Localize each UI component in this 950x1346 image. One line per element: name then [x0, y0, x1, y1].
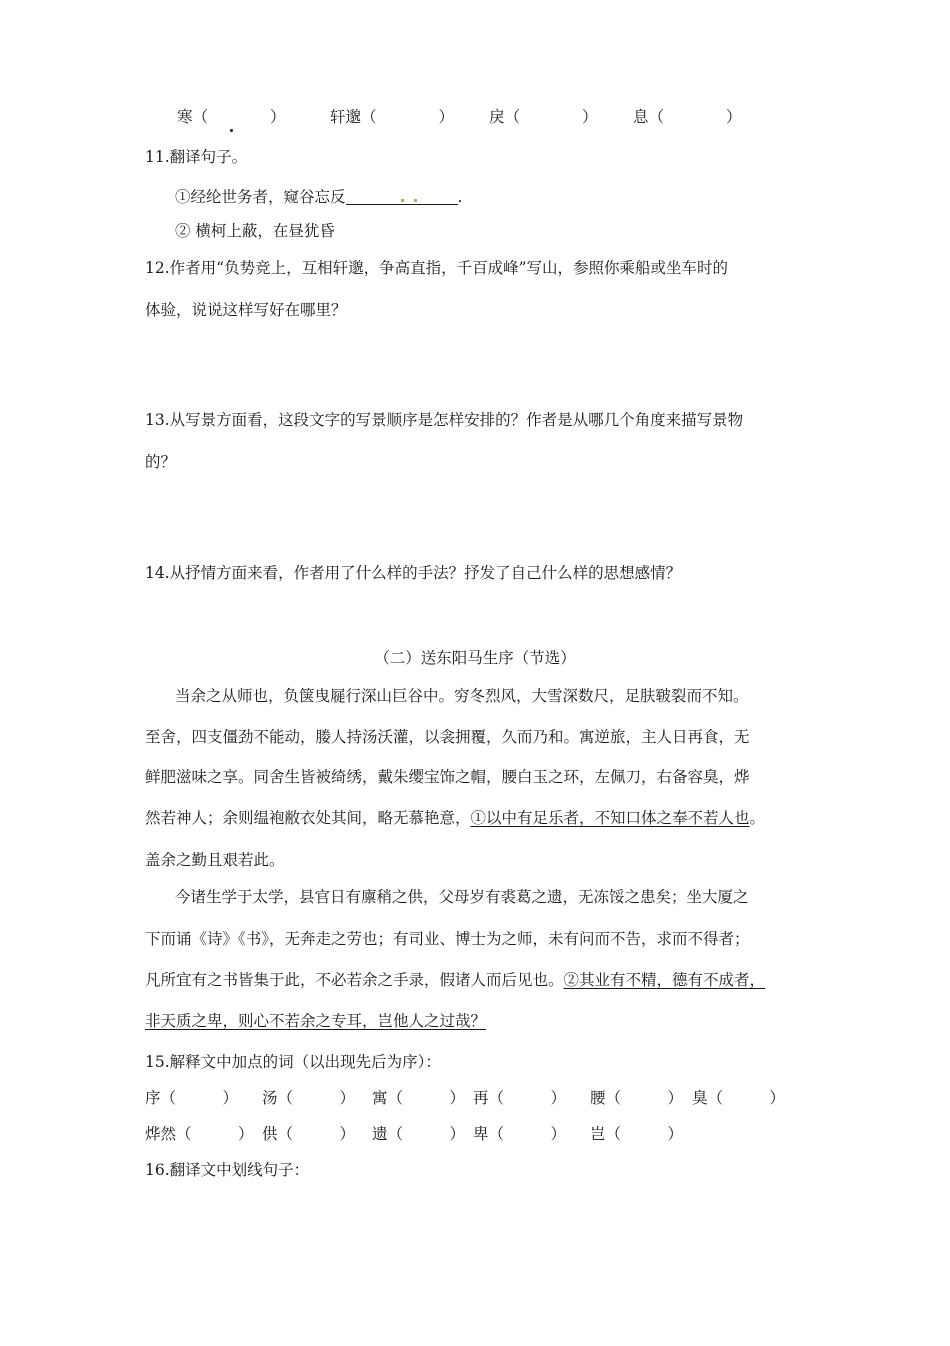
- q16-question: 16.翻译文中划线句子：: [145, 1161, 310, 1179]
- q11-sentence-1-text: ①经纶世务者，窥谷忘反: [175, 188, 346, 206]
- q10-item-3: 戾（ ）: [489, 108, 598, 126]
- q15-title: 15.解释文中加点的词（以出现先后为序）：: [145, 1053, 441, 1071]
- q15-r2-item-4: 卑（ ）: [473, 1125, 567, 1143]
- q11-sentence-1-end: .: [457, 188, 463, 206]
- q10-item-2: 轩邈（ ）: [330, 108, 455, 126]
- passage-p2-line-1: 今诸生学于太学，县官日有廪稍之供，父母岁有裘葛之遗，无冻馁之患矣；坐大厦之: [175, 888, 749, 906]
- q11-sentence-2: ② 横柯上蔽，在昼犹昏: [175, 222, 335, 240]
- q15-r1-item-2: 汤（ ）: [262, 1089, 356, 1107]
- q10-item-4: 息（ ）: [633, 108, 742, 126]
- q11-answer-blank[interactable]: [346, 188, 458, 205]
- underlined-sentence-2b: 非天质之卑，则心不若余之专耳，岂他人之过哉？: [145, 1012, 487, 1030]
- q13-line-1: 13.从写景方面看，这段文字的写景顺序是怎样安排的？作者是从哪几个角度来描写景物: [145, 411, 744, 429]
- q12-line-2: 体验，说说这样写好在哪里？: [145, 301, 347, 319]
- q10-char-1: 寒（ ）: [177, 108, 286, 126]
- q12-line-1: 12.作者用“负势竞上，互相轩邈，争高直指，千百成峰”写山，参照你乘船或坐车时的: [145, 259, 729, 277]
- q13-line-2: 的？: [145, 453, 177, 471]
- q15-r1-item-3: 寓（ ）: [372, 1089, 466, 1107]
- q14-question: 14.从抒情方面来看，作者用了什么样的手法？抒发了自己什么样的思想感情？: [145, 564, 682, 582]
- q15-r1-item-6: 臭（ ）: [692, 1089, 786, 1107]
- underlined-sentence-1: ①以中有足乐者，不知口体之奉不若人也: [470, 809, 750, 827]
- passage-title: （二）送东阳马生序（节选）: [374, 649, 576, 667]
- q15-r2-item-5: 岂（ ）: [590, 1125, 684, 1143]
- q15-r1-item-5: 腰（ ）: [590, 1089, 684, 1107]
- q15-r1-item-1: 序（ ）: [145, 1089, 239, 1107]
- q15-r1-item-4: 再（ ）: [473, 1089, 567, 1107]
- q11-sentence-1: [175, 187, 462, 207]
- passage-p1-line-4-end: 。: [749, 809, 766, 827]
- q10-item-1: [177, 107, 286, 127]
- q11-title: 11.翻译句子。: [145, 148, 248, 166]
- underlined-sentence-2a: ②其业有不精，德有不成者，: [563, 971, 766, 989]
- passage-p1-line-2: 至舍，四支僵劲不能动，媵人持汤沃灌，以衾拥覆，久而乃和。寓逆旅，主人日再食，无: [145, 728, 750, 746]
- passage-p1-line-4-text: 然若神人；余则缊袍敝衣处其间，略无慕艳意，: [145, 809, 471, 827]
- passage-p2-line-2: 下而诵《诗》《书》，无奔走之劳也；有司业、博士为之师，未有问而不告，求而不得者；: [145, 930, 750, 948]
- passage-p1-line-5: 盖余之勤且艰若此。: [145, 851, 285, 869]
- passage-p2-line-3-text: 凡所宜有之书皆集于此，不必若余之手录，假诸人而后见也。: [145, 971, 564, 989]
- q15-r2-item-1: 烨然（ ）: [145, 1125, 254, 1143]
- passage-p1-line-4: [145, 808, 765, 828]
- passage-p1-line-1: 当余之从师也，负箧曳屣行深山巨谷中。穷冬烈风，大雪深数尺，足肤皲裂而不知。: [175, 687, 749, 705]
- passage-p2-line-3: [145, 970, 765, 990]
- q15-r2-item-2: 供（ ）: [262, 1125, 356, 1143]
- passage-p1-line-3: 鲜肥滋味之享。同舍生皆被绮绣，戴朱缨宝饰之帽，腰白玉之环，左佩刀，右备容臭，烨: [145, 768, 750, 786]
- passage-p2-line-4: [145, 1011, 486, 1031]
- q15-r2-item-3: 遗（ ）: [372, 1125, 466, 1143]
